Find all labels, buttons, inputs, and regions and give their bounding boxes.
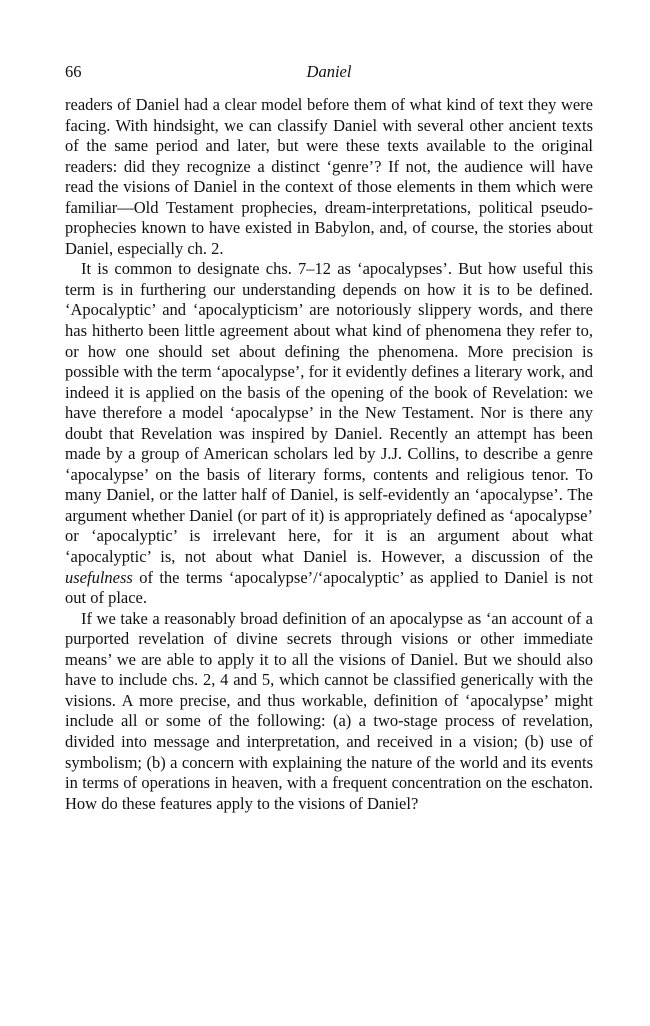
paragraph-2 bbox=[65, 259, 593, 608]
paragraph-1 bbox=[65, 95, 593, 259]
running-title: Daniel bbox=[306, 62, 352, 81]
text-span: of the terms ‘apocalypse’/‘apocalyptic’ as applied to Daniel is not out of place. bbox=[65, 567, 593, 608]
running-head bbox=[65, 62, 593, 86]
paragraph-3 bbox=[65, 609, 593, 814]
page-number: 66 bbox=[65, 62, 82, 81]
text-span: If we take a reasonably broad definition of an apocalypse as ‘an account of a purported revelation of divine secrets through visions or other immediate means’ we are able to apply it to all the visions of Daniel. But we should also have to include chs. 2, 4 and 5, which cannot be classified generically with the visions. A more precise, and thus workable, definition of ‘apocalypse’ might include all or some of the following: (a) a two-stage process of revelation, divided into message and interpretation, and received in a vision; (b) use of symbolism; (b) a concern with explaining the nature of the world and its events in terms of operations in heaven, with a frequent concentration on the eschaton. How do these features apply to the visions of Daniel? bbox=[65, 608, 593, 813]
text-span: It is common to designate chs. 7–12 as ‘apocalypses’. But how useful this term is in furthering our understanding depends on how it is to be defined. ‘Apocalyptic’ and ‘apocalypticism’ are notoriously slippery words, and there has hitherto been little agreement about what kind of phenomena they refer to, or how one should set about defining the phenomena. More precision is possible with the term ‘apocalypse’, for it evidently defines a literary work, and indeed it is applied on the basis of the opening of the book of Revelation: we have therefore a model ‘apocalypse’ in the New Testament. Nor is there any doubt that Revelation was inspired by Daniel. Recently an attempt has been made by a group of American scholars led by J.J. Collins, to describe a genre ‘apocalypse’ on the basis of literary forms, contents and religious tenor. To many Daniel, or the latter half of Daniel, is self-evidently an ‘apocalypse’. The argument whether Daniel (or part of it) is appropriately defined as ‘apocalypse’ or ‘apocalyptic’ is irrelevant here, for it is an argument about what ‘apocalyptic’ is, not about what Daniel is. However, a discussion of the bbox=[65, 259, 593, 567]
body-text bbox=[65, 95, 593, 814]
book-page bbox=[65, 62, 593, 814]
text-span: readers of Daniel had a clear model before them of what kind of text they were facing. With hindsight, we can classify Daniel with several other ancient texts of the same period and later, but were these texts available to the original readers: did they recognize a distinct ‘genre’? If not, the audience will have read the visions of Daniel in the context of those elements in them which were familiar—Old Testament prophecies, dream-interpretations, political pseudo-prophecies known to have existed in Babylon, and, of course, the stories about Daniel, especially ch. 2. bbox=[65, 95, 593, 258]
emphasis-text: usefulness bbox=[65, 567, 133, 587]
